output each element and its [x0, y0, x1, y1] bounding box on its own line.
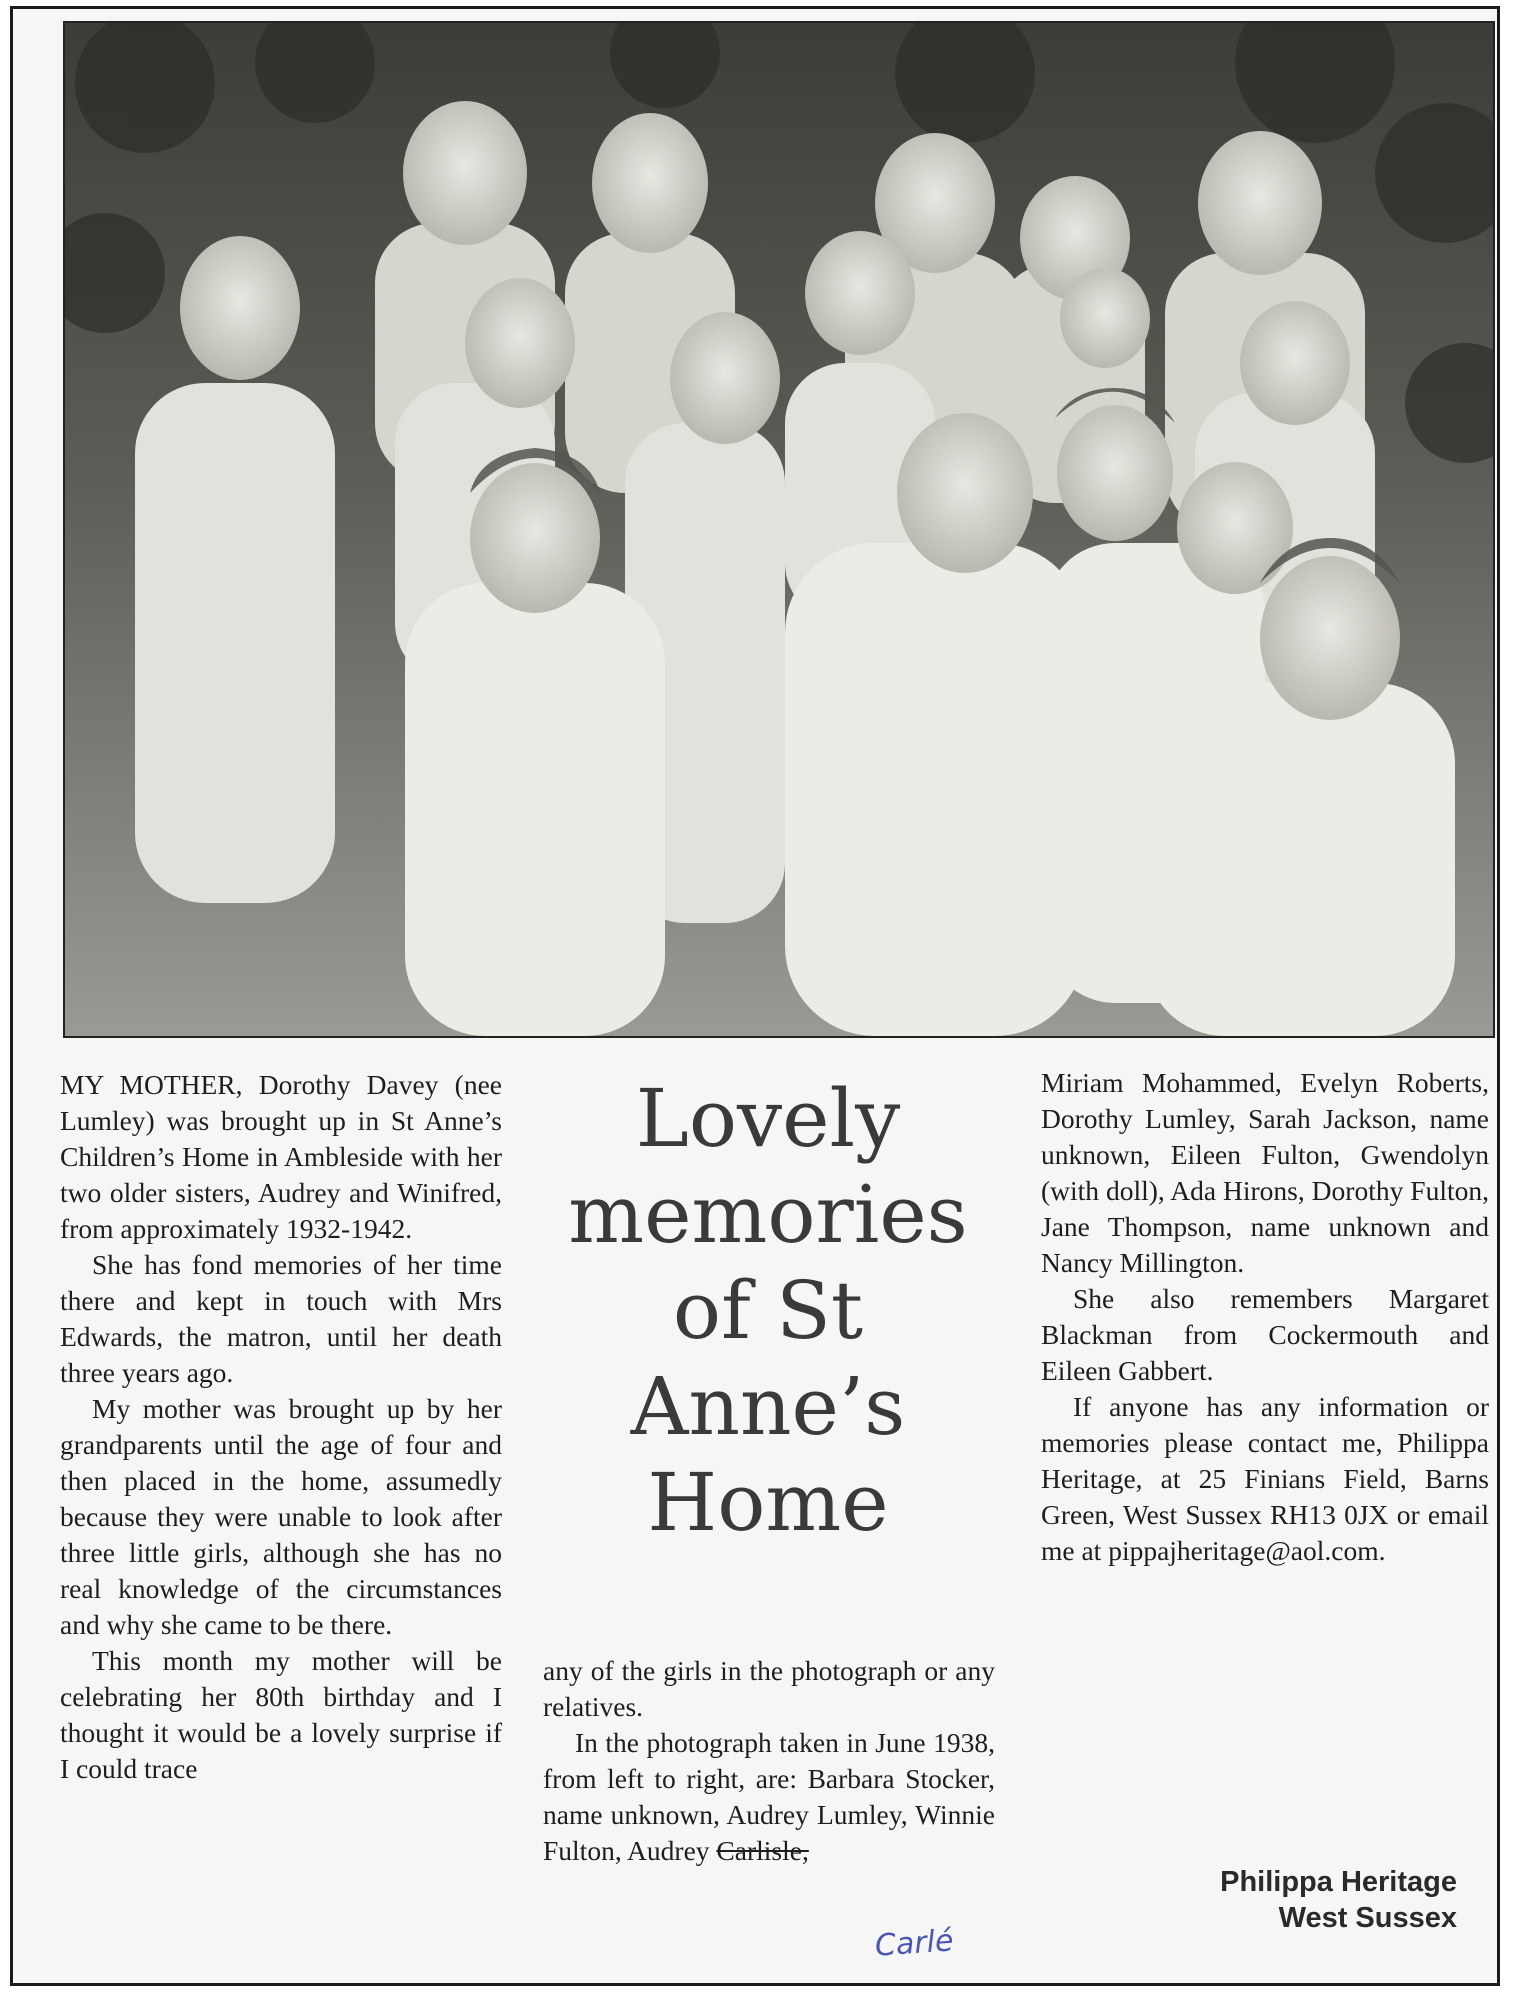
paragraph: Miriam Mohammed, Evelyn Roberts, Dorothy Lumley, Sarah Jackson, name unknown, Eileen Fulton, Gwendolyn (with doll), Ada Hirons, Dorothy Fulton, Jane Thompson, name unknown and Nancy Millington.	[1041, 1067, 1489, 1278]
byline-name: Philippa Heritage	[1220, 1866, 1457, 1898]
newspaper-clipping	[10, 6, 1500, 1986]
byline	[1220, 1864, 1457, 1936]
article-column-left	[60, 1067, 502, 1787]
handwritten-correction: Carlé	[873, 1923, 955, 1964]
byline-place: West Sussex	[1278, 1902, 1457, 1934]
group-photo-icon	[65, 23, 1493, 1036]
article-column-middle	[543, 1653, 995, 1869]
paragraph: My mother was brought up by her grandparents until the age of four and then placed in the home, assumedly because they were unable to look after three little girls, although she has no real knowledge of the circumstances and why she came to be there.	[60, 1393, 502, 1640]
struck-name: Carlisle,	[716, 1835, 809, 1866]
article-headline: Lovely memories of St Anne’s Home	[568, 1072, 968, 1549]
paragraph: any of the girls in the photograph or any relatives.	[543, 1655, 995, 1722]
article-column-right	[1041, 1065, 1489, 1569]
paragraph	[543, 1725, 995, 1869]
group-photo	[63, 21, 1495, 1038]
paragraph: She has fond memories of her time there and kept in touch with Mrs Edwards, the matron, until her death three years ago.	[60, 1249, 502, 1388]
paragraph: If anyone has any information or memories please contact me, Philippa Heritage, at 25 Finians Field, Barns Green, West Sussex RH13 0JX or email me at pippajheritage@aol.com.	[1041, 1391, 1489, 1566]
paragraph: This month my mother will be celebrating her 80th birthday and I thought it would be a lovely surprise if I could trace	[60, 1645, 502, 1784]
paragraph-lead: In the photograph taken in June 1938, from left to right, are: Barbara Stocker, name unknown, Audrey Lumley, Winnie Fulton, Audrey	[543, 1727, 995, 1866]
paragraph: MY MOTHER, Dorothy Davey (nee Lumley) was brought up in St Anne’s Children’s Home in Ambleside with her two older sisters, Audrey and Winifred, from approximately 1932-1942.	[60, 1069, 502, 1244]
paragraph: She also remembers Margaret Blackman from Cockermouth and Eileen Gabbert.	[1041, 1283, 1489, 1386]
